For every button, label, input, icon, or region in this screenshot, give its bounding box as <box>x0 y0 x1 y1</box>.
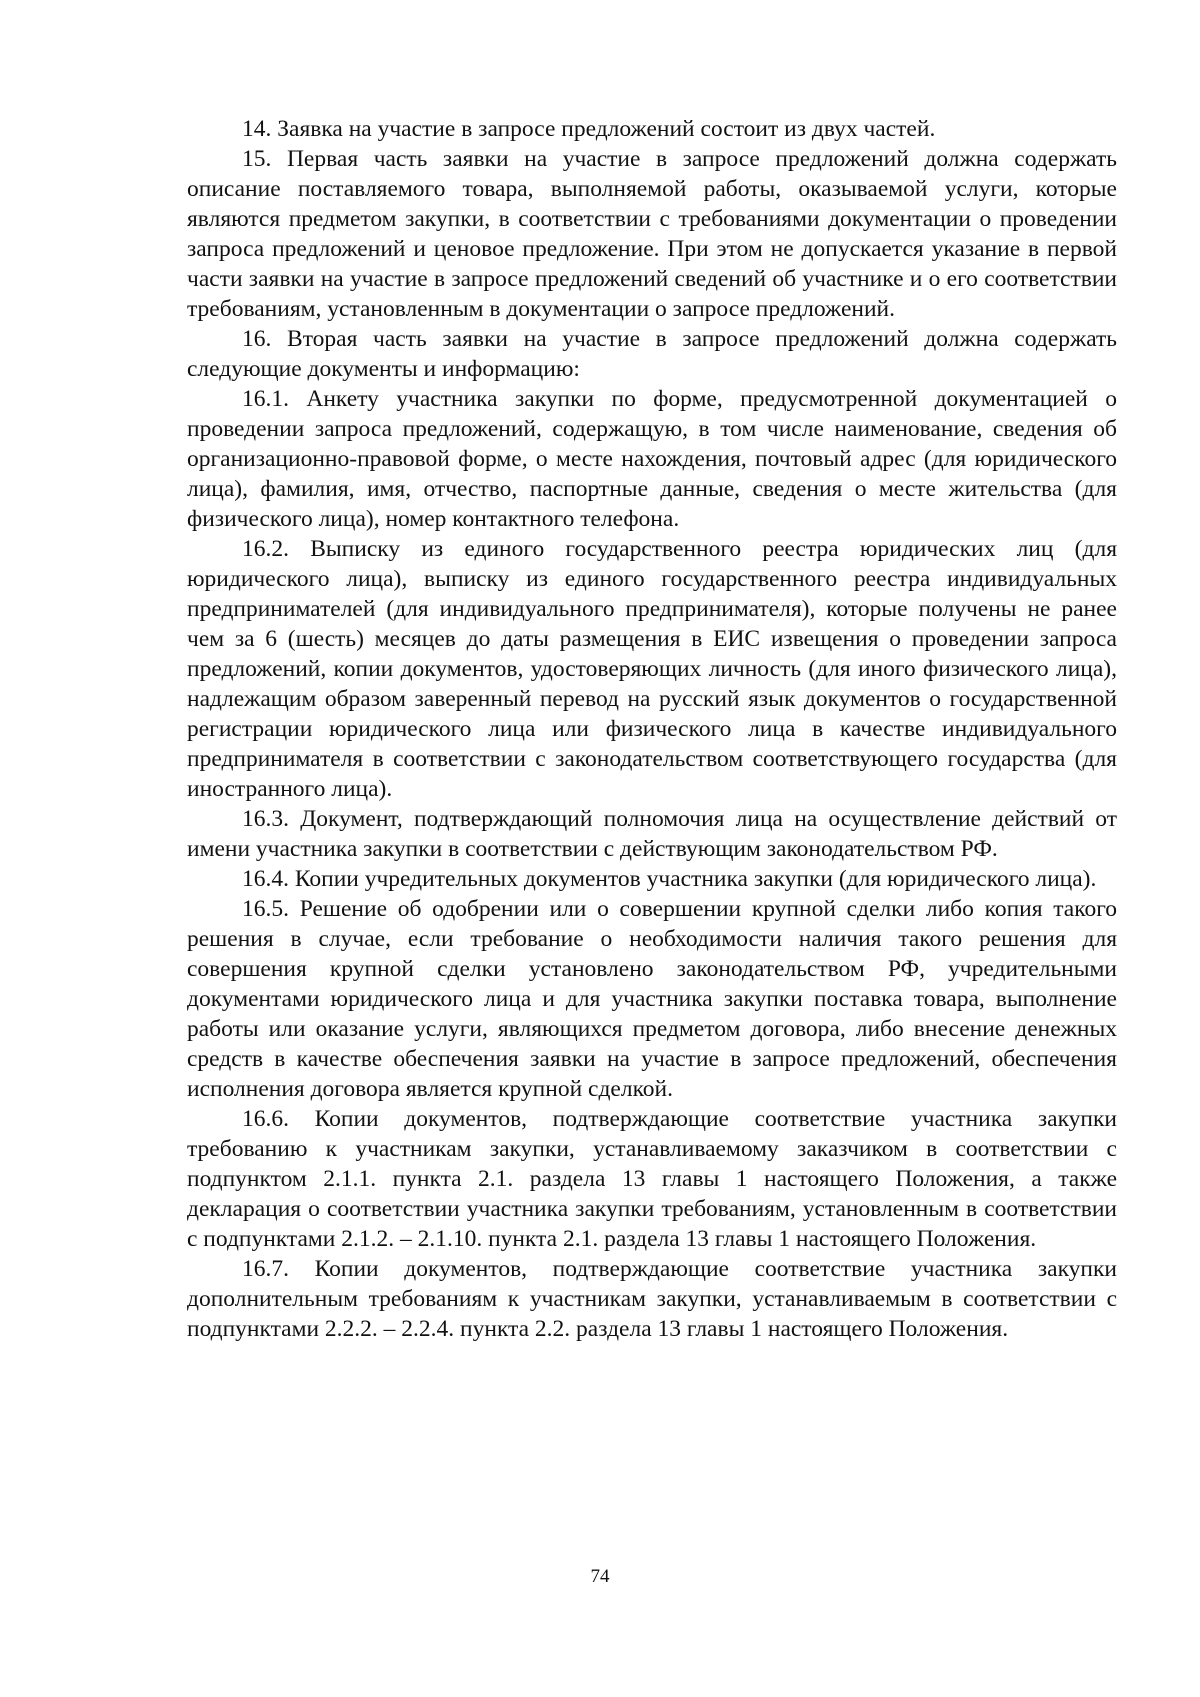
page-number: 74 <box>590 1566 610 1587</box>
paragraph-16-4: 16.4. Копии учредительных документов участника закупки (для юридического лица). <box>242 866 1097 892</box>
paragraph-16-6: 16.6. Копии документов, подтверждающие соответствие участника закупки требованию к участникам закупки, устанавливаемому заказчиком в соответствии с подпунктом 2.1.1. пункта 2.1. раздела 13 главы 1 настоящего Положения, а также декларация о соответствии участника закупки требованиям, установленным в соответствии с подпунктами 2.1.2. – 2.1.10. пункта 2.1. раздела 13 главы 1 настоящего Положения. <box>187 1106 1117 1252</box>
paragraph-15: 15. Первая часть заявки на участие в запросе предложений должна содержать описание поставляемого товара, выполняемой работы, оказываемой услуги, которые являются предметом закупки, в соответствии с требованиями документации о проведении запроса предложений и ценовое предложение. При этом не допускается указание в первой части заявки на участие в запросе предложений сведений об участнике и о его соответствии требованиям, установленным в документации о запросе предложений. <box>187 146 1117 322</box>
paragraph-16-2: 16.2. Выписку из единого государственного реестра юридических лиц (для юридического лица), выписку из единого государственного реестра индивидуальных предпринимателей (для индивидуального предпринимателя), которые получены не ранее чем за 6 (шесть) месяцев до даты размещения в ЕИС извещения о проведении запроса предложений, копии документов, удостоверяющих личность (для иного физического лица), надлежащим образом заверенный перевод на русский язык документов о государственной регистрации юридического лица или физического лица в качестве индивидуального предпринимателя в соответствии с законодательством соответствующего государства (для иностранного лица). <box>187 536 1117 802</box>
document-body <box>187 114 1117 1344</box>
paragraph-16-3: 16.3. Документ, подтверждающий полномочия лица на осуществление действий от имени участника закупки в соответствии с действующим законодательством РФ. <box>187 806 1117 862</box>
paragraph-16-7: 16.7. Копии документов, подтверждающие соответствие участника закупки дополнительным требованиям к участникам закупки, устанавливаемым в соответствии с подпунктами 2.2.2. – 2.2.4. пункта 2.2. раздела 13 главы 1 настоящего Положения. <box>187 1256 1117 1342</box>
paragraph-16-1: 16.1. Анкету участника закупки по форме, предусмотренной документацией о проведении запроса предложений, содержащую, в том числе наименование, сведения об организационно-правовой форме, о месте нахождения, почтовый адрес (для юридического лица), фамилия, имя, отчество, паспортные данные, сведения о месте жительства (для физического лица), номер контактного телефона. <box>187 386 1117 532</box>
paragraph-16-5: 16.5. Решение об одобрении или о совершении крупной сделки либо копия такого решения в случае, если требование о необходимости наличия такого решения для совершения крупной сделки установлено законодательством РФ, учредительными документами юридического лица и для участника закупки поставка товара, выполнение работы или оказание услуги, являющихся предметом договора, либо внесение денежных средств в качестве обеспечения заявки на участие в запросе предложений, обеспечения исполнения договора является крупной сделкой. <box>187 896 1117 1102</box>
paragraph-16: 16. Вторая часть заявки на участие в запросе предложений должна содержать следующие документы и информацию: <box>187 326 1117 382</box>
paragraph-14: 14. Заявка на участие в запросе предложений состоит из двух частей. <box>242 116 936 142</box>
